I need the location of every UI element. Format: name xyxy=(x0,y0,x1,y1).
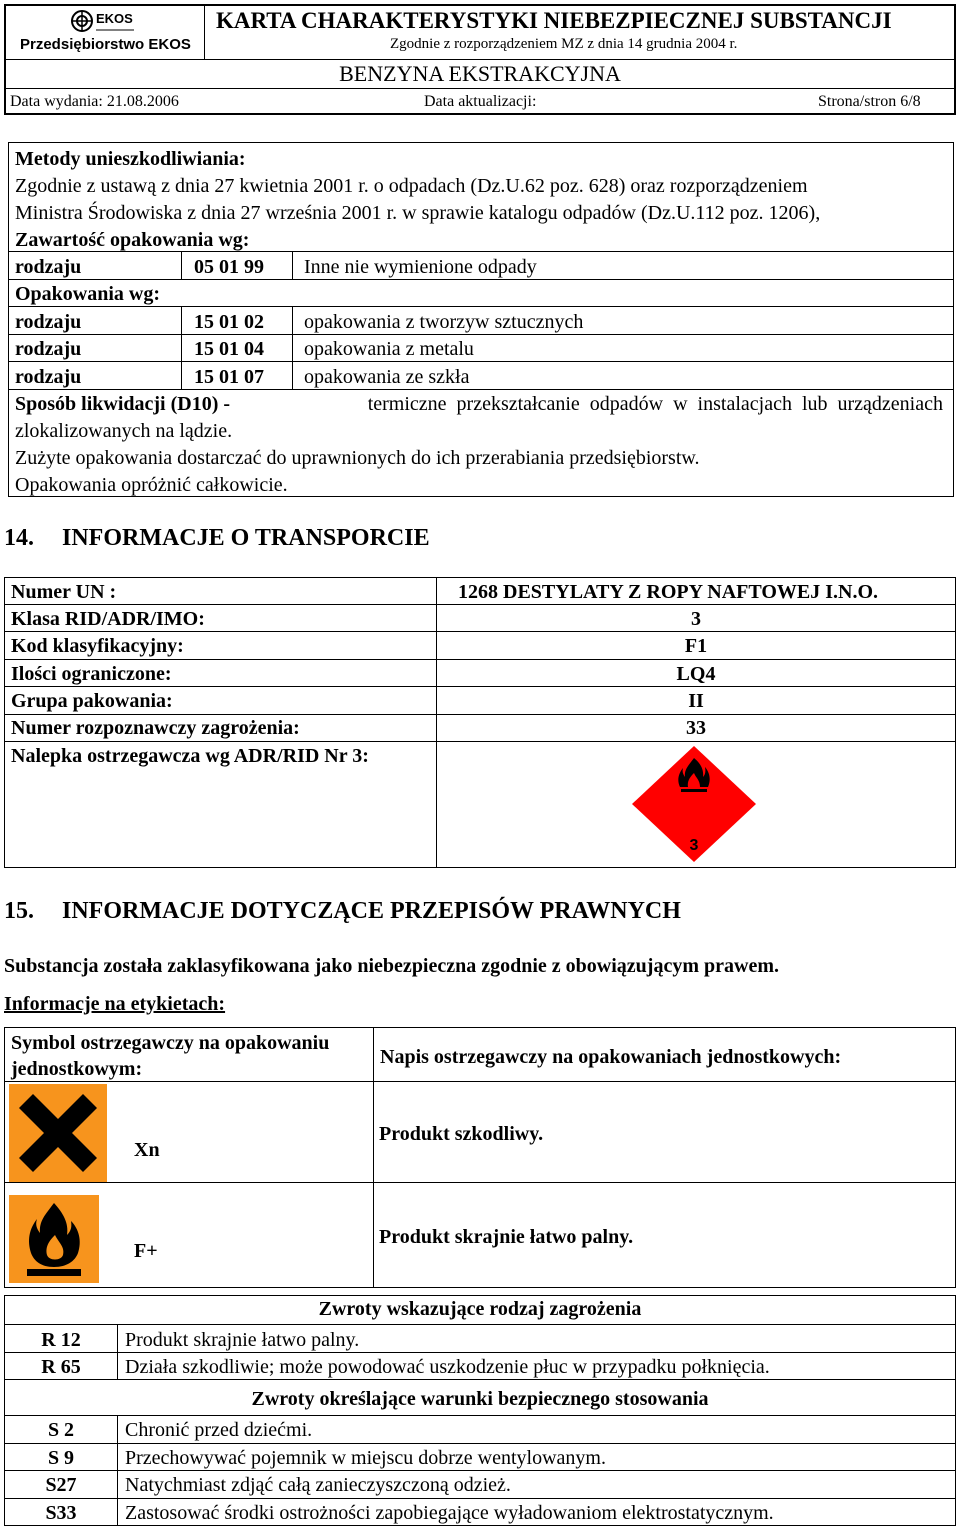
s-phrase-text: Chronić przed dziećmi. xyxy=(125,1419,313,1441)
r-phrase-code: R 12 xyxy=(41,1329,81,1351)
transport-row-label: Grupa pakowania: xyxy=(11,690,173,712)
used-packaging-line: Zużyte opakowania dostarczać do uprawnionych do ich przerabiania przedsiębiorstw. xyxy=(15,447,700,469)
disposal-law-line2: Ministra Środowiska z dnia 27 września 2001 r. w sprawie katalogu odpadów (Dz.U.112 poz. 1206), xyxy=(15,202,821,224)
document-title: KARTA CHARAKTERYSTYKI NIEBEZPIECZNEJ SUBSTANCJI xyxy=(216,8,892,33)
contents-row-code: 05 01 99 xyxy=(194,256,264,278)
document-subtitle: Zgodnie z rozporządzeniem MZ z dnia 14 grudnia 2004 r. xyxy=(390,36,738,52)
contents-heading: Zawartość opakowania wg: xyxy=(15,229,250,251)
company-name: Przedsiębiorstwo EKOS xyxy=(20,36,191,53)
packaging-row-desc: opakowania ze szkła xyxy=(304,366,470,388)
r-phrase-text: Produkt skrajnie łatwo palny. xyxy=(125,1329,360,1351)
packaging-heading: Opakowania wg: xyxy=(15,283,161,305)
s-phrases-heading: Zwroty określające warunki bezpiecznego stosowania xyxy=(251,1388,709,1410)
update-date-label: Data aktualizacji: xyxy=(424,93,537,110)
adr-class-3-label xyxy=(628,744,760,864)
transport-row-value: 1268 DESTYLATY Z ROPY NAFTOWEJ I.N.O. xyxy=(458,581,879,603)
transport-row-label: Numer rozpoznawczy zagrożenia: xyxy=(11,717,300,739)
packaging-row-code: 15 01 07 xyxy=(194,366,264,388)
hazard-symbol-code: Xn xyxy=(134,1139,160,1161)
disposal-method-line2: zlokalizowanych na lądzie. xyxy=(15,420,233,442)
s-phrase-code: S27 xyxy=(45,1474,77,1496)
logo-text: EKOS xyxy=(96,11,133,26)
r-phrases-heading: Zwroty wskazujące rodzaj zagrożenia xyxy=(318,1298,642,1320)
hazard-symbol-text: Produkt skrajnie łatwo palny. xyxy=(379,1226,634,1248)
s-phrase-code: S33 xyxy=(45,1502,77,1524)
disposal-method-line1 xyxy=(15,392,943,416)
text-column-header: Napis ostrzegawczy na opakowaniach jednostkowych: xyxy=(380,1046,842,1068)
company-logo xyxy=(70,8,136,34)
packaging-row-label: rodzaju xyxy=(15,366,82,388)
diamond-class-number: 3 xyxy=(689,837,699,854)
s-phrase-text: Zastosować środki ostrożności zapobiegające wyładowaniom elektrostatycznym. xyxy=(125,1502,774,1524)
adr-label-heading: Nalepka ostrzegawcza wg ADR/RID Nr 3: xyxy=(11,745,369,767)
product-name: BENZYNA EKSTRAKCYJNA xyxy=(339,61,621,86)
transport-row-label: Klasa RID/ADR/IMO: xyxy=(11,608,205,630)
packaging-row-label: rodzaju xyxy=(15,311,82,333)
hazard-symbol-code: F+ xyxy=(134,1240,158,1262)
section-14-title: INFORMACJE O TRANSPORCIE xyxy=(62,525,430,551)
section-14-number: 14. xyxy=(4,525,34,551)
contents-row-label: rodzaju xyxy=(15,256,82,278)
disposal-method-text: termiczne przekształcanie odpadów w instalacjach lub urządzeniach xyxy=(367,393,943,415)
r-phrase-code: R 65 xyxy=(41,1356,81,1378)
s-phrase-text: Przechowywać pojemnik w miejscu dobrze wentylowanym. xyxy=(125,1447,606,1469)
packaging-row-label: rodzaju xyxy=(15,338,82,360)
r-phrase-text: Działa szkodliwie; może powodować uszkodzenie płuc w przypadku połknięcia. xyxy=(125,1356,770,1378)
s-phrase-text: Natychmiast zdjąć całą zanieczyszczoną odzież. xyxy=(125,1474,511,1496)
issue-date: Data wydania: 21.08.2006 xyxy=(10,93,179,110)
s-phrase-code: S 2 xyxy=(47,1419,75,1441)
transport-row-value: II xyxy=(688,690,704,712)
transport-row-value: 3 xyxy=(691,608,701,630)
disposal-method-label: Sposób likwidacji (D10) - xyxy=(15,393,231,415)
flammable-liquid-diamond-icon xyxy=(628,744,760,864)
harmful-cross-icon xyxy=(9,1084,107,1182)
transport-row-value: LQ4 xyxy=(676,663,716,685)
transport-row-label: Ilości ograniczone: xyxy=(11,663,172,685)
classification-statement: Substancja została zaklasyfikowana jako niebezpieczna zgodnie z obowiązującym prawem. xyxy=(4,955,779,977)
disposal-law-line1: Zgodnie z ustawą z dnia 27 kwietnia 2001 r. o odpadach (Dz.U.62 poz. 628) oraz rozporządzeniem xyxy=(15,175,808,197)
packaging-row-desc: opakowania z tworzyw sztucznych xyxy=(304,311,584,333)
transport-row-value: F1 xyxy=(684,635,708,657)
contents-row-desc: Inne nie wymienione odpady xyxy=(304,256,537,278)
transport-row-label: Kod klasyfikacyjny: xyxy=(11,635,184,657)
section-15-title: INFORMACJE DOTYCZĄCE PRZEPISÓW PRAWNYCH xyxy=(62,898,681,924)
empty-packaging-line: Opakowania opróżnić całkowicie. xyxy=(15,474,288,496)
disposal-heading: Metody unieszkodliwiania: xyxy=(15,148,246,170)
page-number: Strona/stron 6/8 xyxy=(818,93,921,110)
flame-icon xyxy=(9,1195,99,1283)
symbol-column-header xyxy=(11,1031,329,1081)
packaging-row-code: 15 01 02 xyxy=(194,311,264,333)
labels-heading: Informacje na etykietach: xyxy=(4,993,226,1015)
s-phrase-code: S 9 xyxy=(47,1447,75,1469)
section-15-number: 15. xyxy=(4,898,34,924)
transport-row-value: 33 xyxy=(686,717,706,739)
symbol-header-line: Symbol ostrzegawczy na opakowaniu xyxy=(11,1032,330,1054)
symbol-header-line: jednostkowym: xyxy=(11,1058,143,1080)
transport-row-label: Numer UN : xyxy=(11,581,117,603)
packaging-row-code: 15 01 04 xyxy=(194,338,264,360)
packaging-row-desc: opakowania z metalu xyxy=(304,338,474,360)
hazard-symbol-text: Produkt szkodliwy. xyxy=(379,1123,544,1145)
